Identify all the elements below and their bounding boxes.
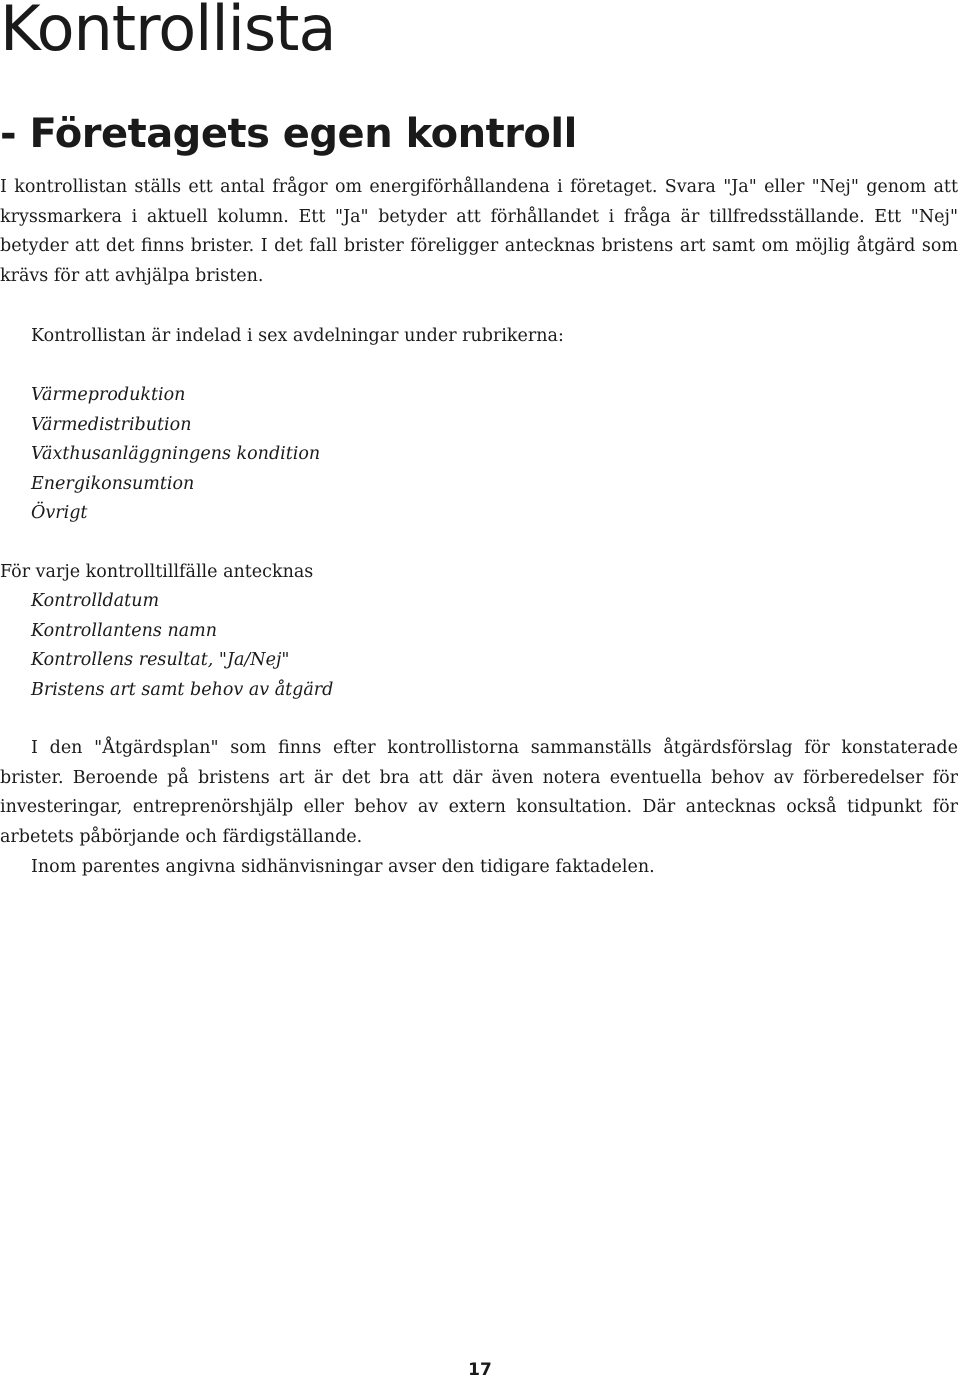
- list-item: Kontrollens resultat, "Ja/Nej": [31, 650, 290, 671]
- page-subtitle: - Företagets egen kontroll: [0, 111, 577, 157]
- list-item: Övrigt: [31, 503, 88, 524]
- intro-paragraph: I kontrollistan ställs ett antal frågor om energiförhållandena i företaget. Svara "Ja" eller "Nej" genom att kryssmarkera i aktuell kolumn. Ett "Ja" betyder att förhållandet i fråga är tillfredsställande. Ett "Nej" betyder att det finns brister. I det fall brister föreligger antecknas bristens art samt om möjlig åtgärd som krävs för att avhjälpa bristen.: [0, 177, 958, 286]
- record-items-list: [31, 587, 333, 705]
- list-item: Växthusanläggningens kondition: [31, 444, 321, 465]
- list-item: Bristens art samt behov av åtgärd: [31, 679, 334, 700]
- page-number: 17: [468, 1360, 492, 1380]
- page-title: Kontrollista: [0, 0, 336, 65]
- sections-intro: Kontrollistan är indelad i sex avdelningar under rubrikerna:: [31, 326, 564, 346]
- list-item: Värmedistribution: [31, 414, 192, 435]
- sections-list: [31, 381, 320, 529]
- list-item: Energikonsumtion: [31, 473, 195, 494]
- list-item: Kontrolldatum: [31, 591, 160, 611]
- list-item: Värmeproduktion: [31, 385, 186, 405]
- record-intro: För varje kontrolltillfälle antecknas: [0, 562, 314, 582]
- references-note: Inom parentes angivna sidhänvisningar avser den tidigare faktadelen.: [31, 857, 655, 877]
- list-item: Kontrollantens namn: [31, 620, 218, 641]
- action-plan-paragraph: I den "Åtgärdsplan" som finns efter kontrollistorna sammanställs åtgärdsförslag för konstaterade brister. Beroende på bristens art är det bra att där även notera eventuella behov av förberedelser för investeringar, entreprenörshjälp eller behov av extern konsultation. Där antecknas också tidpunkt för arbetets påbörjande och färdigställande.: [0, 738, 958, 847]
